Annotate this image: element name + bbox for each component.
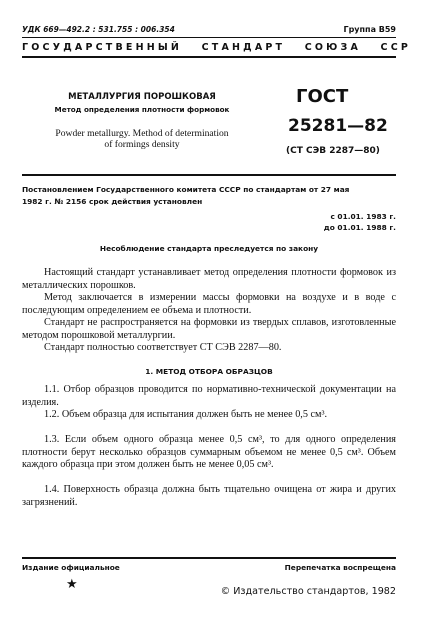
state-standard-title: ГОСУДАРСТВЕННЫЙ СТАНДАРТ СОЮЗА ССР xyxy=(22,42,412,53)
footer-rule xyxy=(22,557,396,559)
validity-to: до 01.01. 1988 г. xyxy=(323,223,396,232)
star-icon: ★ xyxy=(66,576,78,591)
top-rule-2 xyxy=(22,56,396,58)
intro-paragraph-3: Стандарт не распространяется на формовки из твердых сплавов, изготовленные методом порошковой металлургии. xyxy=(22,317,396,341)
udk-code: УДК 669—492.2 : 531.755 : 006.354 xyxy=(22,25,175,34)
st-sev-reference: (СТ СЭВ 2287—80) xyxy=(286,146,380,156)
intro-paragraph-4: Стандарт полностью соответствует СТ СЭВ 2287—80. xyxy=(44,342,282,353)
section-item-1-2: 1.2. Объем образца для испытания должен быть не менее 0,5 см³. xyxy=(44,409,328,420)
official-edition: Издание официальное xyxy=(22,563,120,572)
method-title-ru: Метод определения плотности формовок xyxy=(54,105,230,114)
decree-line-2: 1982 г. № 2156 срок действия установлен xyxy=(22,197,203,206)
section-1-heading: 1. МЕТОД ОТБОРА ОБРАЗЦОВ xyxy=(145,367,273,376)
gost-label: ГОСТ xyxy=(296,86,349,107)
top-rule-1 xyxy=(22,37,396,38)
validity-from: с 01.01. 1983 г. xyxy=(330,212,396,221)
section-item-1-3: 1.3. Если объем одного образца менее 0,5 см³, то для одного определения плотности берут несколько образцов суммарным объемом не менее 0,5 см³. Объем каждого образца при этом должен быть не менее 0,05 см³. xyxy=(22,434,396,470)
section-item-1-1: 1.1. Отбор образцов проводится по нормативно-технической документации на изделия. xyxy=(22,384,396,408)
gost-number: 25281—82 xyxy=(288,116,388,136)
reprint-prohibited: Перепечатка воспрещена xyxy=(284,563,396,572)
section-item-1-4: 1.4. Поверхность образца должна быть тщательно очищена от жира и других загрязнений. xyxy=(22,484,396,508)
subject-title: МЕТАЛЛУРГИЯ ПОРОШКОВАЯ xyxy=(68,92,216,102)
intro-paragraph-1: Настоящий стандарт устанавливает метод определения плотности формовок из металлических порошков. xyxy=(22,267,396,291)
intro-paragraph-2: Метод заключается в измерении массы формовки на воздухе и в воде с последующим определением ее объема и плотности. xyxy=(22,292,396,316)
group-code: Группа В59 xyxy=(343,25,396,34)
law-warning: Несоблюдение стандарта преследуется по закону xyxy=(99,244,319,253)
title-en-line1: Powder metallurgy. Method of determination xyxy=(55,128,229,139)
title-rule xyxy=(22,174,396,176)
copyright-notice: © Издательство стандартов, 1982 xyxy=(220,586,396,597)
decree-line-1: Постановлением Государственного комитета СССР по стандартам от 27 мая xyxy=(22,185,350,194)
title-en-line2: of formings density xyxy=(104,139,180,150)
